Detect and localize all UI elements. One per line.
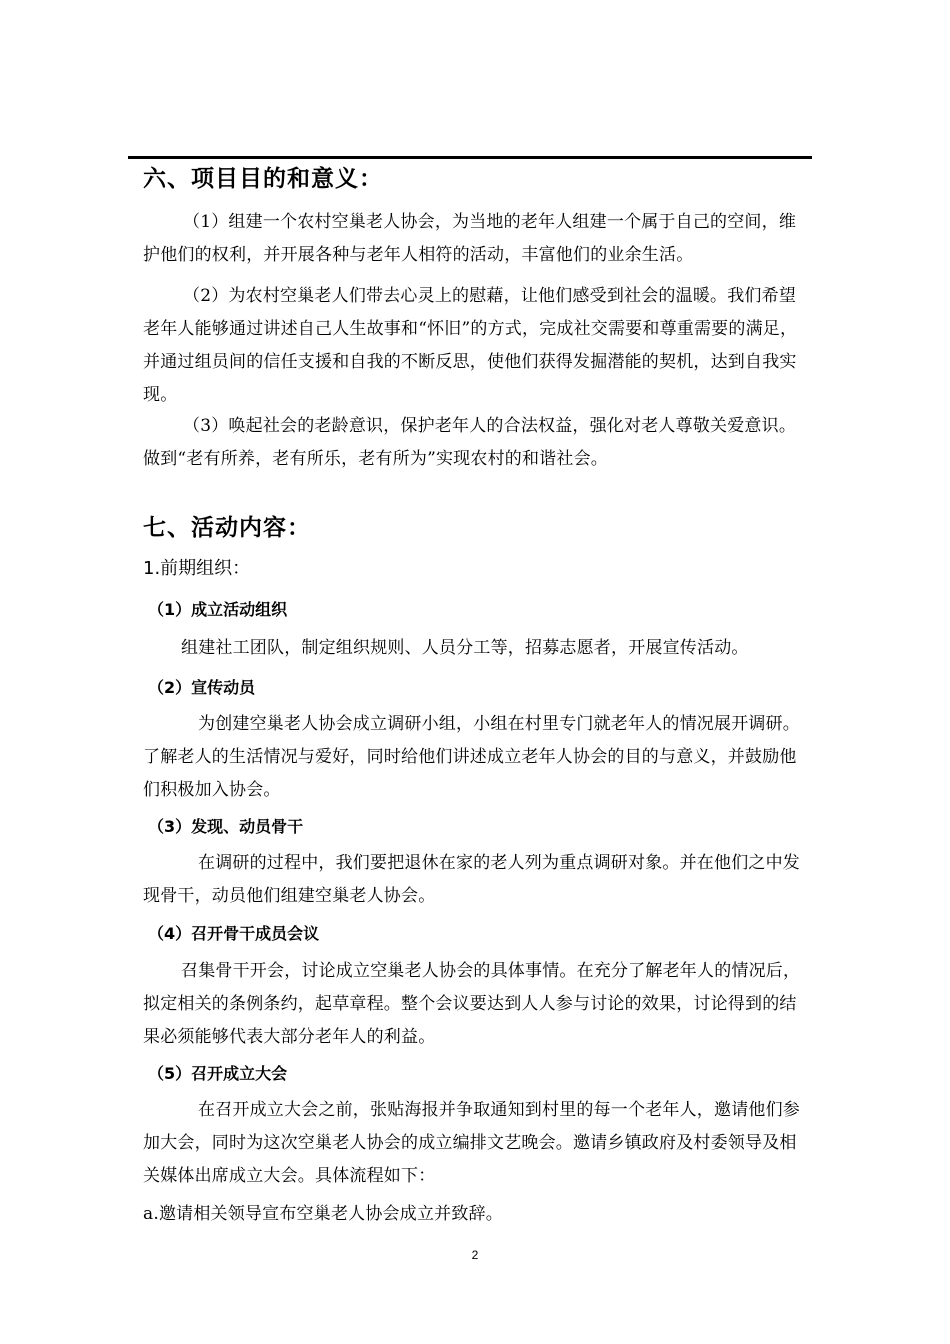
section-6-paragraph-1: （1）组建一个农村空巢老人协会，为当地的老年人组建一个属于自己的空间，维护他们的权利，并开展各种与老年人相符的活动，丰富他们的业余生活。	[143, 212, 797, 265]
item-4-text: 召集骨干开会，讨论成立空巢老人协会的具体事情。在充分了解老年人的情况后，拟定相关的条例条约，起草章程。整个会议要达到人人参与讨论的效果，讨论得到的结果必须能够代表大部分老年人的利益。	[143, 961, 801, 1047]
page-number: 2	[471, 1248, 479, 1262]
item-1-title: （1）成立活动组织	[148, 600, 288, 619]
header-rule	[128, 156, 812, 159]
item-3-title: （3）发现、动员骨干	[148, 817, 304, 836]
item-2-title: （2）宣传动员	[148, 678, 256, 697]
item-4-title: （4）召开骨干成员会议	[148, 924, 320, 943]
section-6-paragraph-3: （3）唤起社会的老龄意识，保护老年人的合法权益，强化对老人尊敬关爱意识。做到“老有所养，老有所乐，老有所为”实现农村的和谐社会。	[143, 416, 797, 469]
item-3-text: 在调研的过程中，我们要把退休在家的老人列为重点调研对象。并在他们之中发现骨干，动员他们组建空巢老人协会。	[143, 853, 800, 906]
item-2-text: 为创建空巢老人协会成立调研小组，小组在村里专门就老年人的情况展开调研。了解老人的生活情况与爱好，同时给他们讲述成立老年人协会的目的与意义，并鼓励他们积极加入协会。	[143, 714, 800, 800]
item-1-text: 组建社工团队，制定组织规则、人员分工等，招募志愿者，开展宣传活动。	[181, 638, 749, 658]
section-7-heading: 七、活动内容：	[143, 515, 311, 541]
section-6-paragraph-2: （2）为农村空巢老人们带去心灵上的慰藉，让他们感受到社会的温暖。我们希望老年人能够通过讲述自己人生故事和“怀旧”的方式，完成社交需要和尊重需要的满足，并通过组员间的信任支援和自我的不断反思，使他们获得发掘潜能的契机，达到自我实现。	[143, 286, 798, 405]
item-5-text: 在召开成立大会之前，张贴海报并争取通知到村里的每一个老年人，邀请他们参加大会，同时为这次空巢老人协会的成立编排文艺晚会。邀请乡镇政府及村委领导及相关媒体出席成立大会。具体流程如下：	[143, 1100, 800, 1186]
section-6-heading: 六、项目目的和意义：	[143, 166, 383, 192]
step-a-text: a.邀请相关领导宣布空巢老人协会成立并致辞。	[143, 1204, 503, 1224]
subsection-1-heading: 1.前期组织：	[143, 558, 251, 579]
item-5-title: （5）召开成立大会	[148, 1064, 288, 1083]
